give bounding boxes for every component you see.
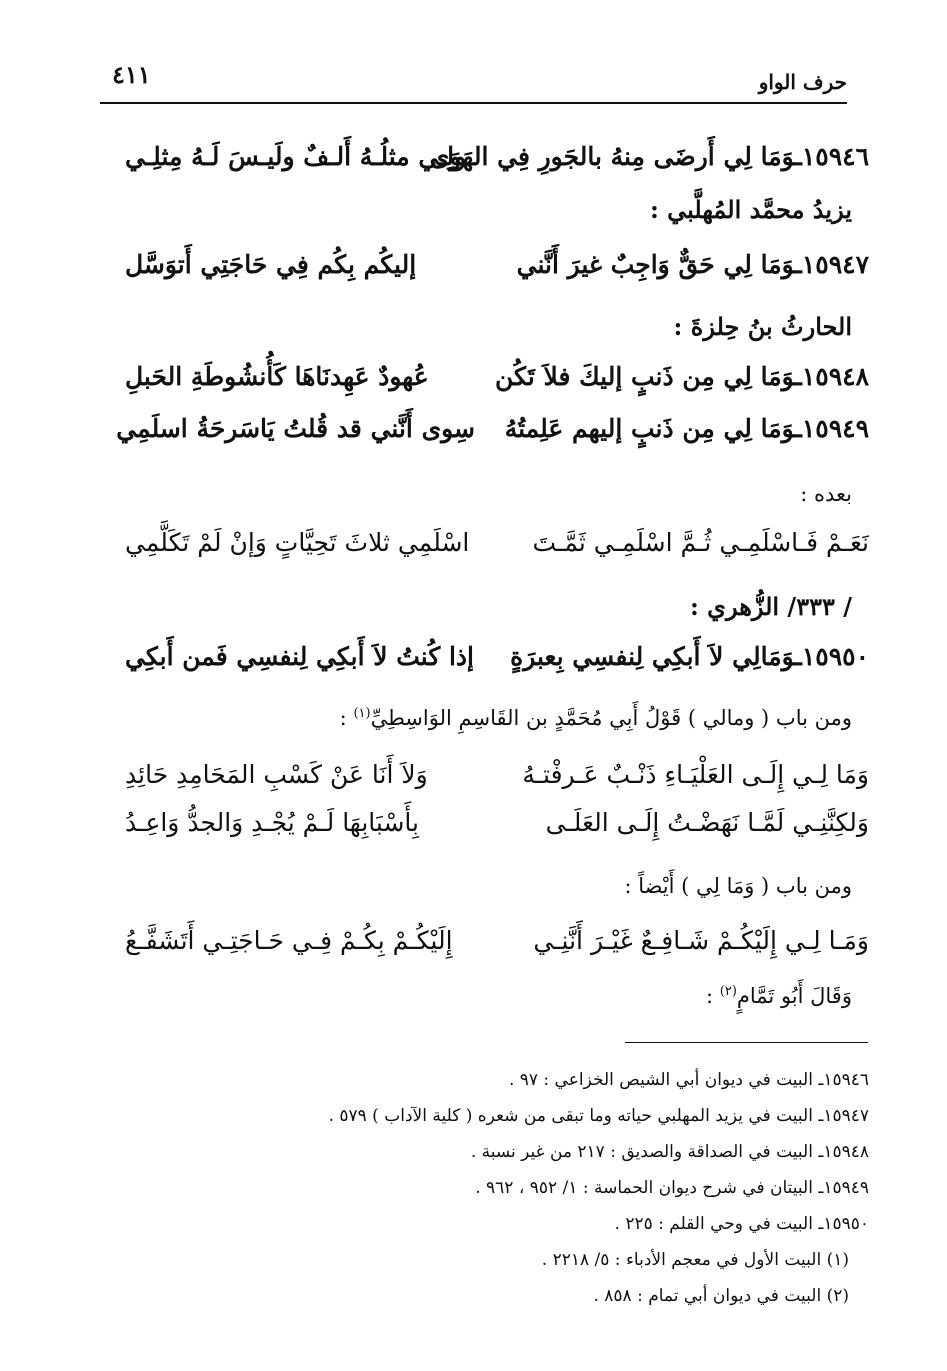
- verse-second-hemistich: سِوى أَنَّني قد قُلتُ يَاسَرحَةُ اسلَمِي: [116, 414, 475, 443]
- verse-text: وَمَا لِي مِن ذَنبٍ إليهم عَلِمتُهُ: [504, 414, 795, 443]
- footnote-ref: (٢): [719, 984, 737, 999]
- footnote-item: ١٥٩٥٠ـ البيت في وحي القلم : ٢٢٥ .: [614, 1214, 869, 1234]
- verse-first-hemistich: [429, 142, 869, 171]
- verse-second-hemistich: اسْلَمِي ثلاثَ تَحِيَّاتٍ وَإنْ لَمْ تَكَلَّمِي: [125, 528, 470, 557]
- footnote-ref: (١): [353, 706, 371, 721]
- intro-text: ومن باب ( ومالي ) قَوْلُ أَبِي مُحَمَّدٍ بن القَاسِمِ الوَاسِطِيِّ: [370, 706, 852, 730]
- footnote-item: (٢) البيت في ديوان أبي تمام : ٨٥٨ .: [593, 1286, 849, 1306]
- footnotes: [109, 1062, 869, 1314]
- verse-number: ١٥٩٤٩ـ: [794, 414, 869, 443]
- verse-first-hemistich: [509, 250, 869, 279]
- footnote-item: (١) البيت الأول في معجم الأدباء : ٥/ ٢٢١٨ .: [541, 1250, 849, 1270]
- verse-first-hemistich: [504, 414, 869, 443]
- page-header: [100, 58, 847, 98]
- poet-heading: يزيدُ محمَّد المُهلَّبي :: [649, 195, 852, 224]
- footnote-rule: [625, 1042, 868, 1043]
- verse-number: ١٥٩٤٨ـ: [794, 362, 869, 391]
- header-rule: [100, 102, 847, 104]
- footnote-item: ١٥٩٤٧ـ البيت في يزيد المهلبي حياته وما تبقى من شعره ( كلية الآداب ) ٥٧٩ .: [328, 1106, 869, 1126]
- intro-colon: :: [705, 984, 720, 1008]
- footnote-item: ١٥٩٤٨ـ البيت في الصداقة والصديق : ٢١٧ من غير نسبة .: [470, 1142, 869, 1162]
- verse-wasiti-2: [125, 808, 869, 854]
- intro-colon: :: [339, 706, 354, 730]
- verse-after: [125, 528, 869, 574]
- verse-first-hemistich: [509, 642, 869, 671]
- verse-second-hemistich: عُهودٌ عَهِدنَاهَا كَأُنشُوطَةِ الحَبلِ: [125, 362, 429, 391]
- running-head: حرف الواو: [758, 70, 847, 94]
- verse-second-hemistich: إليكُم بِكُم فِي حَاجَتِي أَتوَسَّل: [125, 250, 417, 279]
- verse-second-hemistich: بِأَسْبَابِهَا لَـمْ يُجْـدِ وَالجدُّ وَاعِـدُ: [125, 808, 419, 837]
- verse-second-hemistich: إِلَيْكُـمْ بِكُـمْ فِـي حَـاجَتِـي أَتَشَفَّـعُ: [125, 926, 453, 955]
- verse-first-hemistich: وَمَا لِـي إِلَـى العَلْيَـاءِ ذَنْـبٌ عَـرفْتـهُ: [522, 760, 869, 789]
- abu-tammam-intro: [706, 984, 852, 1008]
- chapter-intro: ومن باب ( وَمَا لِي ) أَيْضاً :: [624, 874, 852, 898]
- verse-15947: [125, 250, 869, 296]
- verse-number: ١٥٩٥٠ـ: [794, 642, 869, 671]
- verse-wasiti-1: [125, 760, 869, 806]
- verse-15949: [116, 414, 869, 460]
- verse-first-hemistich: وَلكِنَّنِـي لَمَّـا نَهَضْـتُ إِلَـى العَلَـى: [545, 808, 869, 837]
- verse-shafi: [125, 926, 869, 972]
- verse-text: وَمَا لِي أَرضَى مِنهُ بالجَورِ فِي الهَوَى: [429, 142, 795, 171]
- page-number: ٤١١: [112, 60, 151, 89]
- verse-number: ١٥٩٤٧ـ: [794, 250, 869, 279]
- poet-heading: الحارثُ بنُ حِلزةَ :: [673, 312, 852, 341]
- verse-text: وَمَا لِي حَقٌّ وَاجِبٌ غيرَ أَنَّني: [516, 250, 795, 279]
- verse-first-hemistich: [495, 362, 869, 391]
- verse-number: ١٥٩٤٦ـ: [794, 142, 869, 171]
- verse-first-hemistich: وَمَـا لِـي إِلَيْكُـمْ شَـافِـعٌ غَيْـرَ أَنَّنِـي: [533, 926, 869, 955]
- verse-15946: [125, 142, 869, 188]
- verse-text: وَمَالِي لاَ أَبكِي لِنفسِي بِعبرَةٍ: [510, 642, 795, 671]
- after-label: بعده :: [800, 482, 852, 506]
- chapter-intro: [340, 706, 852, 730]
- verse-text: وَمَا لِي مِن ذَنبٍ إليكَ فلاَ تَكُن: [495, 362, 795, 391]
- poet-heading: / ٣٣٣/ الزُّهري :: [689, 592, 852, 621]
- verse-second-hemistich: إذا كُنتُ لاَ أَبكِي لِنفسِي فَمن أَبكِي: [125, 642, 474, 671]
- verse-first-hemistich: نَعَـمْ فَـاسْلَمِـي ثُـمَّ اسْلَمِـي ثَمَّـتَ: [532, 528, 869, 557]
- verse-second-hemistich: وَلاَ أَنَا عَنْ كَسْبِ المَحَامِدِ حَائِدِ: [125, 760, 428, 789]
- intro-text: وَقَالَ أَبُو تَمَّامٍ: [736, 984, 852, 1008]
- footnote-item: ١٥٩٤٦ـ البيت في ديوان أبي الشيص الخزاعي : ٩٧ .: [508, 1070, 869, 1090]
- verse-second-hemistich: ولِـي مثلُـهُ أَلـفٌ ولَيـسَ لَـهُ مِثلِـي: [125, 142, 467, 171]
- verse-15950: [125, 642, 869, 688]
- footnote-item: ١٥٩٤٩ـ البيتان في شرح ديوان الحماسة : ١/ ٩٥٢ ، ٩٦٢ .: [475, 1178, 869, 1198]
- verse-15948: [125, 362, 869, 408]
